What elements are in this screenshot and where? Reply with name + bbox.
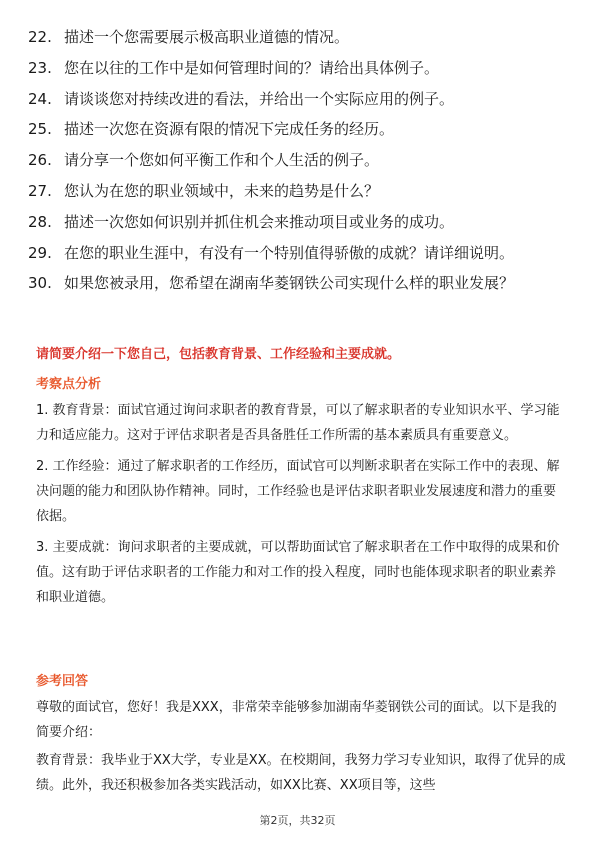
list-item [28, 180, 573, 203]
item-text: 描述一次您如何识别并抓住机会来推动项目或业务的成功。 [64, 212, 455, 231]
item-text: 请分享一个您如何平衡工作和个人生活的例子。 [64, 151, 380, 170]
page-footer: 第2页，共32页 [259, 814, 336, 827]
analysis-item: 3. 主要成就：询问求职者的主要成就，可以帮助面试官了解求职者在工作中取得的成果和价值。这有助于评估求职者的工作能力和对工作的投入程度，同时也能体现求职者的职业素养和职业道德。 [36, 540, 560, 605]
list-item [28, 149, 573, 172]
item-text: 您在以往的工作中是如何管理时间的？请给出具体例子。 [64, 58, 440, 77]
item-text: 描述一个您需要展示极高职业道德的情况。 [64, 28, 350, 46]
list-item [28, 211, 573, 234]
item-number: 26. [28, 151, 52, 170]
question-title: 请简要介绍一下您自己，包括教育背景、工作经验和主要成就。 [36, 347, 401, 362]
analysis-item: 2. 工作经验：通过了解求职者的工作经历，面试官可以判断求职者在实际工作中的表现、解决问题的能力和团队协作精神。同时，工作经验也是评估求职者职业发展速度和潜力的重要依据。 [36, 459, 560, 524]
item-text: 如果您被录用，您希望在湖南华菱钢铁公司实现什么样的职业发展？ [64, 274, 515, 293]
item-number: 25. [28, 120, 52, 139]
answer-paragraph: 教育背景：我毕业于XX大学，专业是XX。在校期间，我努力学习专业知识，取得了优异的成绩。此外，我还积极参加各类实践活动，如XX比赛、XX项目等，这些 [36, 753, 566, 793]
analysis-section [36, 376, 566, 610]
question-title-section [36, 346, 566, 364]
item-text: 请谈谈您对持续改进的看法，并给出一个实际应用的例子。 [64, 89, 455, 108]
answer-heading: 参考回答 [36, 674, 89, 689]
item-number: 30. [28, 274, 52, 293]
item-text: 描述一次您在资源有限的情况下完成任务的经历。 [64, 120, 395, 139]
analysis-item: 1. 教育背景：面试官通过询问求职者的教育背景，可以了解求职者的专业知识水平、学习能力和适应能力。这对于评估求职者是否具备胜任工作所需的基本素质具有重要意义。 [36, 403, 560, 443]
item-number: 29. [28, 243, 52, 262]
list-item [28, 57, 573, 80]
item-number: 23. [28, 58, 52, 77]
answer-paragraph: 尊敬的面试官，您好！我是XXX，非常荣幸能够参加湖南华菱钢铁公司的面试。以下是我的简要介绍： [36, 700, 557, 740]
answer-section [36, 673, 566, 798]
item-number: 27. [28, 181, 52, 200]
item-text: 在您的职业生涯中，有没有一个特别值得骄傲的成就？请详细说明。 [64, 243, 515, 262]
item-text: 您认为在您的职业领域中，未来的趋势是什么？ [64, 181, 380, 200]
item-number: 22. [28, 28, 52, 46]
list-item [28, 242, 573, 265]
item-number: 28. [28, 212, 52, 231]
list-item [28, 118, 573, 141]
item-number: 24. [28, 89, 52, 108]
list-item [28, 26, 573, 49]
list-item [28, 272, 573, 295]
list-item [28, 88, 573, 111]
question-list [28, 26, 573, 303]
analysis-heading: 考察点分析 [36, 377, 102, 392]
